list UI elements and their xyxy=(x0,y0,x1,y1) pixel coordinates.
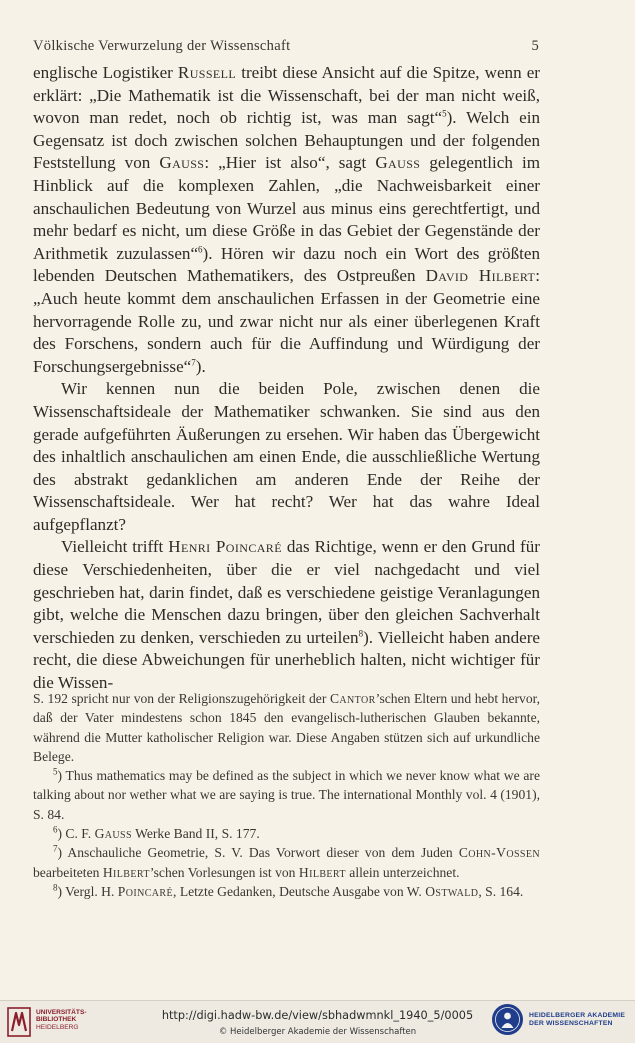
person-name: Gauss xyxy=(375,153,421,173)
footnote-ref: 8 xyxy=(358,628,364,639)
paragraph-2: Wir kennen nun die beiden Pole, zwischen denen die Wissenschaftsideale der Mathematiker schwanken. Sie sind aus den gerade aufgeführten Äußerungen zu ersehen. Wir haben das Übergewicht des inhaltlich anschaulichen am einen Ende, die ausschließliche Wertung des abstrakt gedanklichen am anderen Ende der Reihe der Wissenschaftsideale. Wer hat recht? Wer hat das wahre Ideal aufgepflanzt? xyxy=(33,379,540,534)
footnote-7: $^7$) Anschauliche Geometrie, S. V. Das Vorwort dieser von dem Juden Cohn-Vossen bearbeiteten Hilbert’schen Vorlesungen ist von Hilbert allein unterzeichnet. xyxy=(33,843,540,880)
copyright-text: © Heidelberger Akademie der Wissenschaften xyxy=(218,1027,417,1037)
body-text xyxy=(33,62,540,695)
footnotes xyxy=(33,689,540,901)
permalink-url[interactable]: http://digi.hadw-bw.de/view/sbhadwmnkl_1940_5/0005 xyxy=(161,1009,474,1022)
academy-name[interactable]: HEIDELBERGER AKADEMIE DER WISSENSCHAFTEN xyxy=(529,1012,626,1027)
footnote-5: $^5$) Thus mathematics may be defined as the subject in which we never know what we are talking about nor wether what we are saying is true. The international Monthly vol. 4 (1901), S. 84. xyxy=(33,766,540,822)
footnote-ref: 5 xyxy=(442,108,447,119)
person-name: Henri Poincaré xyxy=(168,537,282,557)
running-title: Völkische Verwurzelung der Wissenschaft xyxy=(33,38,291,54)
person-name: Gauss xyxy=(159,153,205,173)
person-name: Russell xyxy=(177,63,237,82)
university-library-name[interactable]: UNIVERSITÄTS- BIBLIOTHEK HEIDELBERG xyxy=(36,1009,87,1031)
paragraph-1: englische Logistiker Russell treibt diese Ansicht auf die Spitze, wenn er erklärt: „Die Mathematik ist die Wissenschaft, bei der man nicht weiß, wovon man redet, noch ob richtig ist, was man sagt“$^5$). Welch ein Gegensatz ist doch zwischen solchen Behauptungen und der folgenden Feststellung von Gauss: „Hier ist also“, sagt Gauss gelegentlich im Hinblick auf die komplexen Zahlen, „die Nachweisbarkeit einer anschaulichen Bedeutung von Wurzel aus minus eins gerechtfertigt, und mehr bedarf es nicht, um diese Größe in das Gebiet der Gegenstände der Arithmetik zuzulassen“$^6$). Hören wir dazu noch ein Wort des größten lebenden Deutschen Mathematikers, des Ostpreußen David Hilbert: „Auch heute kommt dem anschaulichen Erfassen in der Geometrie eine hervorragende Rolle zu, und zwar nicht nur als einer überlegenen Kraft des Forschens, sondern auch für die Auffindung und Würdigung der Forschungsergebnisse“$^7$). xyxy=(33,63,541,376)
footnote-ref: 6 xyxy=(198,244,203,255)
footnote-ref: 7 xyxy=(191,357,196,368)
page-number: 5 xyxy=(531,38,539,54)
footnote-6: $^6$) C. F. Gauss Werke Band II, S. 177. xyxy=(53,824,260,842)
footnote-continued: S. 192 spricht nur von der Religionszugehörigkeit der Cantor’schen Eltern und hebt hervor, daß der Vater mindestens schon 1845 den evangelisch-lutherischen Glauben bekannte, während die Mutter katholischer Religion war. Diese Angaben stützen sich auf urkundliche Belege. xyxy=(33,691,540,764)
paragraph-3: Vielleicht trifft Henri Poincaré das Richtige, wenn er den Grund für diese Verschiedenheiten, über die er viel nachgedacht und viel geschrieben hat, darin findet, daß es verschiedene geistige Veranlagungen gibt, welche die Menschen dazu bringen, über den gleichen Sachverhalt verschieden zu denken, verschieden zu urteilen$^8$). Vielleicht haben andere recht, die diese Abweichungen für unerheblich halten, nicht wichtiger für die Wissen- xyxy=(33,537,540,693)
viewer-footer xyxy=(0,1000,635,1043)
footnote-8: $^8$) Vergl. H. Poincaré, Letzte Gedanken, Deutsche Ausgabe von W. Ostwald, S. 164. xyxy=(53,882,524,899)
academy-seal-icon[interactable] xyxy=(491,1003,524,1036)
person-name: David Hilbert xyxy=(425,266,536,286)
